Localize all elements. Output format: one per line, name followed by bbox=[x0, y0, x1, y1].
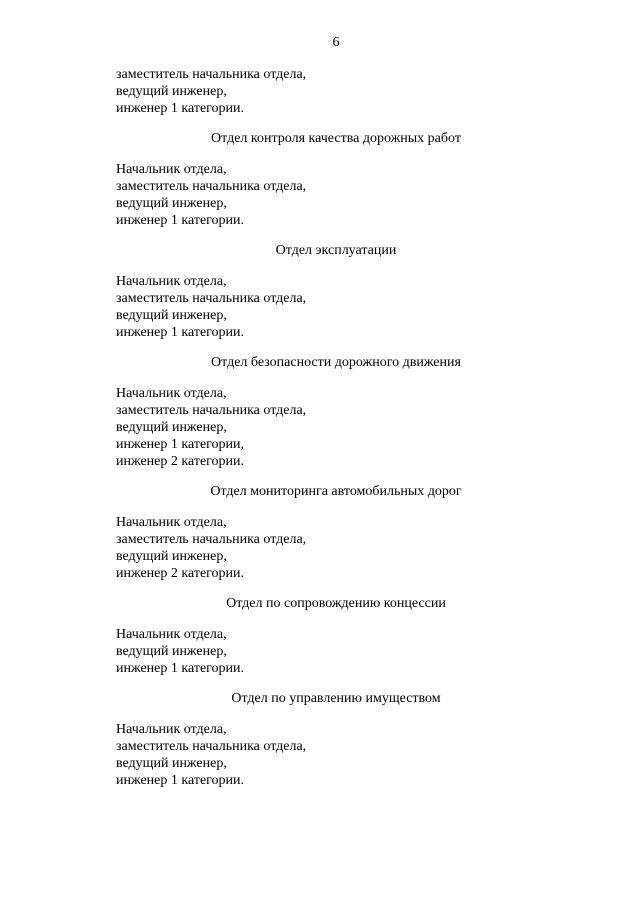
department-section bbox=[0, 470, 640, 582]
position-line: инженер 1 категории. bbox=[116, 661, 245, 676]
department-section bbox=[0, 117, 640, 229]
position-line: инженер 2 категории. bbox=[116, 566, 245, 581]
position-line: заместитель начальника отдела, bbox=[116, 532, 307, 547]
position-line: ведущий инженер, bbox=[116, 308, 227, 323]
department-heading: Отдел по управлению имуществом bbox=[231, 691, 441, 706]
department-heading: Отдел контроля качества дорожных работ bbox=[211, 131, 461, 146]
department-section bbox=[0, 341, 640, 470]
position-line: заместитель начальника отдела, bbox=[116, 739, 307, 754]
department-heading: Отдел безопасности дорожного движения bbox=[211, 355, 461, 370]
position-line: заместитель начальника отдела, bbox=[116, 67, 307, 82]
position-line: инженер 2 категории. bbox=[116, 454, 245, 469]
position-line: ведущий инженер, bbox=[116, 420, 227, 435]
position-line: инженер 1 категории. bbox=[116, 773, 245, 788]
position-line: ведущий инженер, bbox=[116, 549, 227, 564]
department-heading: Отдел мониторинга автомобильных дорог bbox=[210, 484, 462, 499]
position-line: заместитель начальника отдела, bbox=[116, 179, 307, 194]
document-body bbox=[0, 66, 640, 789]
position-line: Начальник отдела, bbox=[116, 515, 227, 530]
position-line: ведущий инженер, bbox=[116, 84, 227, 99]
department-heading: Отдел по сопровождению концессии bbox=[226, 596, 446, 611]
position-line: Начальник отдела, bbox=[116, 722, 227, 737]
position-line: инженер 1 категории, bbox=[116, 437, 245, 452]
department-heading: Отдел эксплуатации bbox=[275, 243, 397, 258]
position-line: Начальник отдела, bbox=[116, 274, 227, 289]
position-line: Начальник отдела, bbox=[116, 386, 227, 401]
position-line: инженер 1 категории. bbox=[116, 101, 245, 116]
position-line: ведущий инженер, bbox=[116, 756, 227, 771]
intro-block bbox=[0, 66, 640, 117]
page-number: 6 bbox=[332, 35, 340, 50]
position-line: Начальник отдела, bbox=[116, 627, 227, 642]
department-section bbox=[0, 582, 640, 677]
position-line: ведущий инженер, bbox=[116, 196, 227, 211]
position-line: Начальник отдела, bbox=[116, 162, 227, 177]
position-line: ведущий инженер, bbox=[116, 644, 227, 659]
department-section bbox=[0, 229, 640, 341]
position-line: инженер 1 категории. bbox=[116, 325, 245, 340]
department-section bbox=[0, 677, 640, 789]
position-line: заместитель начальника отдела, bbox=[116, 291, 307, 306]
position-line: инженер 1 категории. bbox=[116, 213, 245, 228]
position-line: заместитель начальника отдела, bbox=[116, 403, 307, 418]
